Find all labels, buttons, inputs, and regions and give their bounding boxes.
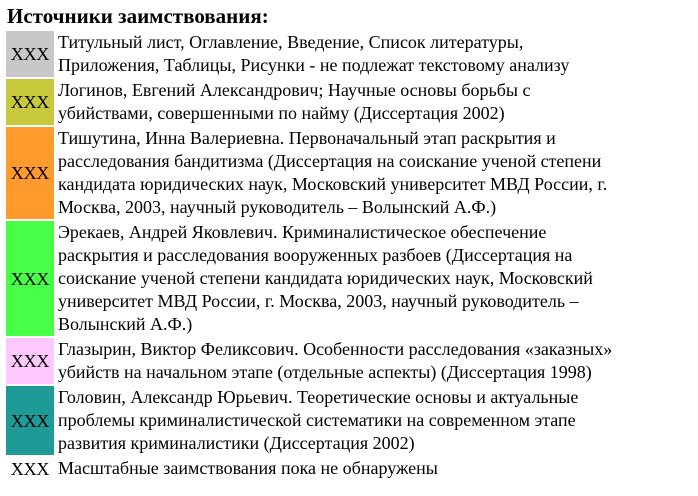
source-color-swatch: XXX — [6, 337, 54, 385]
source-description-line: соискание ученой степени кандидата юридических наук, Московский — [58, 268, 593, 288]
source-description-line: Глазырин, Виктор Феликсович. Особенности расследования «заказных» — [58, 339, 613, 359]
source-description-line: проблемы криминалистической систематики на современном этапе — [58, 410, 576, 430]
source-description-line: Логинов, Евгений Александрович; Научные основы борьбы с — [58, 80, 531, 100]
source-color-swatch: XXX — [6, 220, 54, 337]
source-description-line: убийствами, совершенными по найму (Диссертация 2002) — [58, 103, 505, 123]
source-color-swatch: XXX — [6, 456, 54, 481]
source-row — [6, 78, 686, 126]
source-description — [54, 337, 686, 385]
source-description — [54, 126, 686, 220]
source-color-swatch: XXX — [6, 78, 54, 126]
source-description — [54, 220, 686, 337]
source-description-line: раскрытия и расследования вооруженных разбоев (Диссертация на — [58, 245, 573, 265]
source-description — [54, 78, 686, 126]
sources-list — [6, 31, 686, 481]
source-row — [6, 220, 686, 337]
source-row — [6, 31, 686, 78]
source-row — [6, 385, 686, 456]
sources-table — [6, 31, 686, 482]
source-description-line: убийств на начальном этапе (отдельные аспекты) (Диссертация 1998) — [58, 362, 592, 382]
source-description — [54, 456, 686, 481]
source-row — [6, 337, 686, 385]
source-description-line: Титульный лист, Оглавление, Введение, Список литературы, — [58, 32, 524, 52]
source-row — [6, 126, 686, 220]
source-description-line: расследования бандитизма (Диссертация на соискание ученой степени — [58, 151, 602, 171]
source-row — [6, 456, 686, 481]
legend-title: Источники заимствования: — [7, 4, 269, 28]
source-description-line: Волынский А.Ф.) — [58, 314, 193, 334]
source-description-line: Москва, 2003, научный руководитель – Волынский А.Ф.) — [58, 197, 497, 217]
source-description — [54, 385, 686, 456]
source-description — [54, 31, 686, 78]
source-description-line: Приложения, Таблицы, Рисунки - не подлежат текстовому анализу — [58, 55, 570, 75]
source-color-swatch: XXX — [6, 126, 54, 220]
source-color-swatch: XXX — [6, 385, 54, 456]
source-description-line: Головин, Александр Юрьевич. Теоретические основы и актуальные — [58, 387, 579, 407]
source-description-line: кандидата юридических наук, Московский университет МВД России, г. — [58, 174, 608, 194]
source-description-line: университет МВД России, г. Москва, 2003, научный руководитель – — [58, 291, 579, 311]
source-color-swatch: XXX — [6, 31, 54, 78]
source-description-line: развития криминалистики (Диссертация 2002) — [58, 433, 415, 453]
source-description-line: Эрекаев, Андрей Яковлевич. Криминалистическое обеспечение — [58, 222, 547, 242]
source-description-line: Масштабные заимствования пока не обнаружены — [58, 458, 438, 478]
source-description-line: Тишутина, Инна Валериевна. Первоначальный этап раскрытия и — [58, 128, 556, 148]
